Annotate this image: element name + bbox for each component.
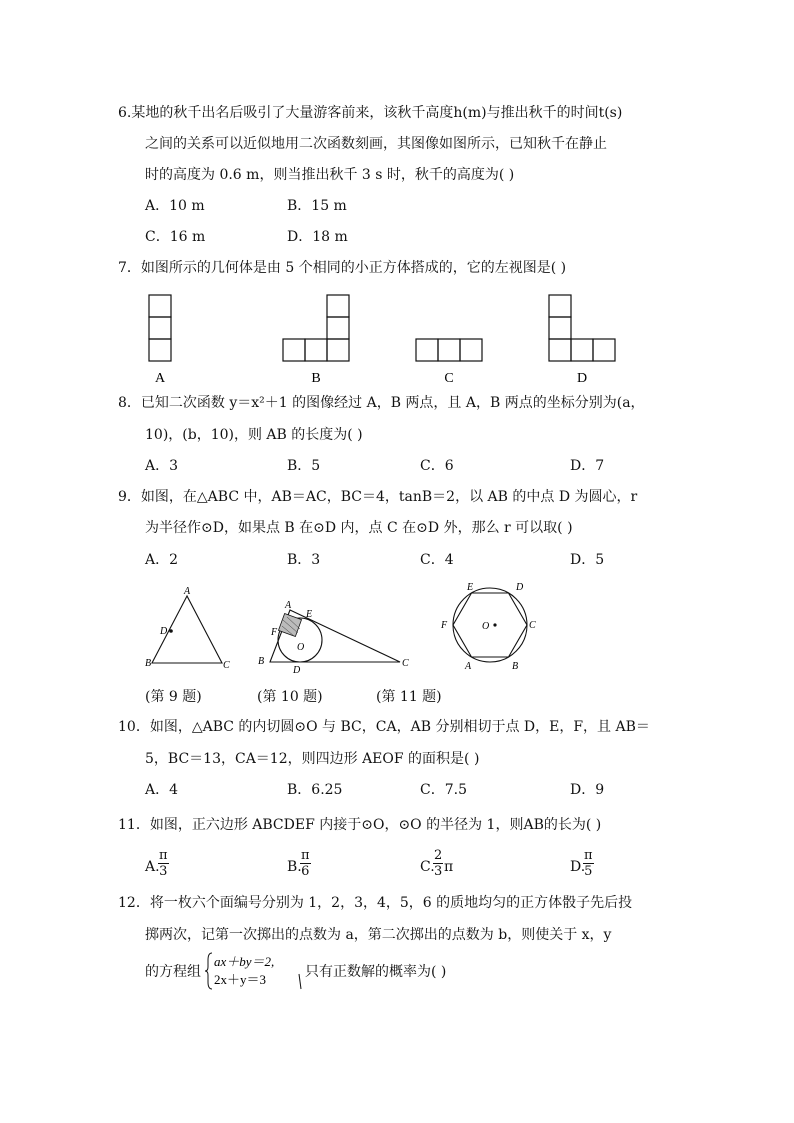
q7-line1: 7．如图所示的几何体是由 5 个相同的小正方体搭成的，它的左视图是( )	[118, 260, 567, 276]
q11-option-d-letter: D.	[570, 859, 586, 875]
fig10-label-c: C	[402, 658, 409, 669]
q9-option-b: B．3	[287, 552, 321, 568]
q10-option-c: C．7.5	[420, 782, 467, 798]
q11-b-num: π	[301, 848, 310, 863]
fig11-label-b: B	[512, 661, 519, 672]
q10-option-d: D．9	[570, 782, 605, 798]
q10-line1: 10．如图，△ABC 的内切圆⊙O 与 BC，CA，AB 分别相切于点 D，E，F，且 AB＝	[118, 719, 650, 735]
q11-line1: 11．如图，正六边形 ABCDEF 内接于⊙O，⊙O 的半径为 1，则AB的长为( )	[118, 817, 602, 833]
q11-option-d-fraction	[583, 848, 594, 879]
fig10-label-o: O	[297, 642, 305, 653]
q7-d-square	[571, 339, 593, 361]
caption-fig9: (第 9 题)	[145, 689, 202, 705]
q11-option-c-pi: π	[444, 859, 454, 875]
q7-b-square	[305, 339, 327, 361]
q7-label-c: C	[444, 371, 454, 386]
q7-d-square	[549, 339, 571, 361]
q8-option-d: D．7	[570, 458, 605, 474]
q8-option-a: A．3	[145, 458, 179, 474]
q11-option-c-fraction	[433, 848, 443, 879]
q7-b-square	[327, 317, 349, 339]
q12-line3-post: 只有正数解的概率为( )	[305, 964, 447, 980]
q7-a-square	[149, 295, 171, 317]
q6-option-a: A．10 m	[145, 198, 205, 214]
q12-equation-2: 2x＋y＝3	[214, 972, 267, 987]
fig10-shaded-square	[278, 613, 301, 636]
fig11-center-point	[493, 623, 496, 626]
fig10-label-e: E	[306, 609, 313, 620]
q9-option-a: A．2	[145, 552, 179, 568]
q11-option-b-fraction	[300, 848, 311, 879]
fig11-label-f: F	[441, 620, 448, 631]
q6-option-c: C．16 m	[145, 229, 206, 245]
q12-line2: 掷两次，记第一次掷出的点数为 a，第二次掷出的点数为 b，则使关于 x，y	[145, 927, 612, 943]
q11-d-den: 5	[584, 864, 593, 879]
q9-line2: 为半径作⊙D，如果点 B 在⊙D 内，点 C 在⊙D 外，那么 r 可以取( )	[145, 520, 573, 536]
q9-line1: 9．如图，在△ABC 中，AB＝AC，BC＝4，tanB＝2，以 AB 的中点 D 为圆心，r	[118, 489, 638, 505]
q7-label-a: A	[154, 371, 166, 386]
q6-line1: 6.某地的秋千出名后吸引了大量游客前来，该秋千高度h(m)与推出秋千的时间t(s)	[118, 105, 623, 121]
fig9-label-b: B	[145, 658, 152, 669]
figures-row	[140, 580, 580, 680]
q11-option-c-letter: C.	[420, 859, 435, 875]
q7-view-options-figure	[140, 290, 640, 390]
q7-b-square	[283, 339, 305, 361]
q7-d-square	[549, 295, 571, 317]
q7-a-square	[149, 339, 171, 361]
q6-option-d: D．18 m	[287, 229, 348, 245]
fig9-point-d	[169, 629, 173, 633]
q6-line2: 之间的关系可以近似地用二次函数刻画，其图像如图所示，已知秋千在静止	[145, 136, 607, 152]
q12-equation-1: ax＋by＝2,	[214, 954, 275, 969]
fig10-label-a: A	[285, 600, 292, 611]
q12-left-brace	[205, 953, 212, 989]
fig10-label-f: F	[271, 627, 278, 638]
q7-c-square	[460, 339, 482, 361]
q8-line2: 10)，(b，10)，则 AB 的长度为( )	[145, 427, 363, 443]
q9-option-c: C．4	[420, 552, 454, 568]
q7-label-d: D	[576, 371, 588, 386]
fig9-label-c: C	[223, 660, 230, 671]
q7-b-square	[327, 295, 349, 317]
q7-c-square	[438, 339, 460, 361]
caption-fig10: (第 10 题)	[257, 689, 323, 705]
q7-c-square	[416, 339, 438, 361]
fig11-label-c: C	[529, 620, 536, 631]
q6-line3: 时的高度为 0.6 m，则当推出秋千 3 s 时，秋千的高度为( )	[145, 167, 515, 183]
q7-d-square	[549, 317, 571, 339]
caption-fig11: (第 11 题)	[376, 689, 442, 705]
q12-line3-pre: 的方程组	[145, 964, 201, 980]
q10-option-a: A．4	[145, 782, 179, 798]
fig11-hexagon	[453, 588, 527, 662]
fig11-label-d: D	[516, 582, 524, 593]
q7-a-square	[149, 317, 171, 339]
q7-label-b: B	[311, 371, 321, 386]
fig11-label-a: A	[465, 661, 472, 672]
q6-option-b: B．15 m	[287, 198, 347, 214]
q11-a-num: π	[159, 848, 168, 863]
fig11-label-o: O	[482, 621, 490, 632]
q12-right-mark	[299, 974, 301, 989]
fig10-label-d: D	[293, 665, 301, 676]
q10-option-b: B．6.25	[287, 782, 343, 798]
q11-option-a-fraction	[158, 848, 169, 879]
q11-d-num: π	[584, 848, 593, 863]
q11-c-den: 3	[434, 864, 443, 879]
q8-option-c: C．6	[420, 458, 454, 474]
fig9-label-d: D	[160, 626, 168, 637]
q8-option-b: B．5	[287, 458, 321, 474]
q11-option-a-letter: A.	[145, 859, 160, 875]
q11-c-num: 2	[434, 848, 443, 863]
q10-line2: 5，BC＝13，CA＝12，则四边形 AEOF 的面积是( )	[145, 751, 480, 767]
q12-line1: 12．将一枚六个面编号分别为 1，2，3，4，5，6 的质地均匀的正方体骰子先后投	[118, 895, 633, 911]
fig10-label-b: B	[258, 656, 265, 667]
q11-a-den: 3	[159, 864, 168, 879]
q12-equation-system	[205, 950, 305, 992]
fig11-label-e: E	[467, 582, 474, 593]
q11-b-den: 6	[301, 864, 310, 879]
q7-b-square	[327, 339, 349, 361]
q9-option-d: D．5	[570, 552, 605, 568]
fig9-label-a: A	[184, 586, 191, 597]
q7-d-square	[593, 339, 615, 361]
q8-line1: 8．已知二次函数 y＝x²＋1 的图像经过 A，B 两点，且 A，B 两点的坐标分别为(a，	[118, 395, 645, 411]
q11-option-b-letter: B.	[287, 859, 302, 875]
